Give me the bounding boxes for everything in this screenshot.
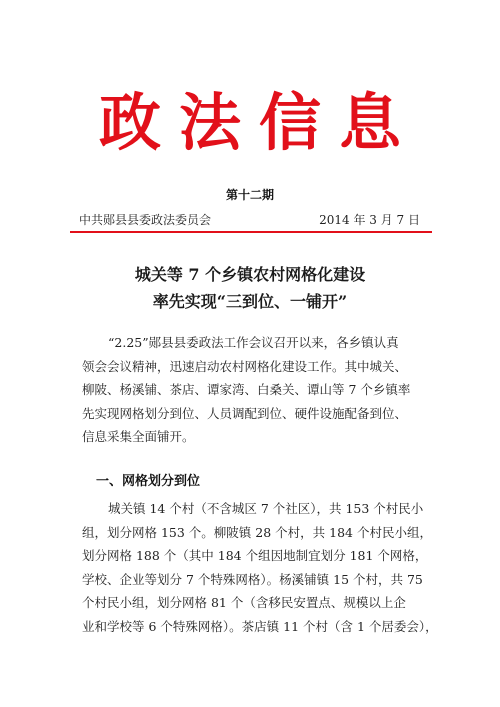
section-line: 个村民小组，划分网格 81 个（含移民安置点、规模以上企 bbox=[82, 595, 406, 610]
intro-line: 领会会议精神，迅速启动农村网格化建设工作。其中城关、 bbox=[82, 358, 408, 374]
section-line: 划分网格 188 个（其中 184 个组因地制宜划分 181 个网格， bbox=[82, 548, 428, 563]
intro-line: 先实现网格划分到位、人员调配到位、硬件设施配备到位、 bbox=[82, 405, 408, 421]
section-paragraph bbox=[82, 497, 438, 638]
section-line: 业和学校等 6 个特殊网格）。茶店镇 11 个村（含 1 个居委会）， bbox=[82, 618, 438, 634]
intro-paragraph bbox=[82, 331, 422, 449]
issue-date: 2014 年 3 月 7 日 bbox=[319, 213, 420, 227]
headline-line-1: 城关等 7 个乡镇农村网格化建设 bbox=[134, 265, 366, 284]
intro-line: 柳陂、杨溪铺、茶店、谭家湾、白桑关、谭山等 7 个乡镇率 bbox=[82, 382, 411, 397]
headline-line-2: 率先实现“三到位、一铺开” bbox=[152, 292, 348, 311]
red-divider-rule bbox=[70, 231, 432, 233]
section-line: 城关镇 14 个村（不含城区 7 个社区），共 153 个村民小 bbox=[108, 501, 424, 516]
section-line: 组，划分网格 153 个。柳陂镇 28 个村，共 184 个村民小组， bbox=[82, 524, 432, 540]
issue-number: 第十二期 bbox=[225, 188, 274, 202]
intro-line: 信息采集全面铺开。 bbox=[82, 429, 195, 444]
masthead-title: 政法信息 bbox=[98, 86, 419, 159]
intro-line: “2.25”郧县县委政法工作会议召开以来，各乡镇认真 bbox=[108, 335, 399, 350]
issuing-organization: 中共郧县县委政法委员会 bbox=[79, 213, 212, 227]
section-heading: 一、网格划分到位 bbox=[96, 474, 201, 489]
section-line: 学校、企业等划分 7 个特殊网格）。杨溪铺镇 15 个村，共 75 bbox=[82, 571, 423, 587]
